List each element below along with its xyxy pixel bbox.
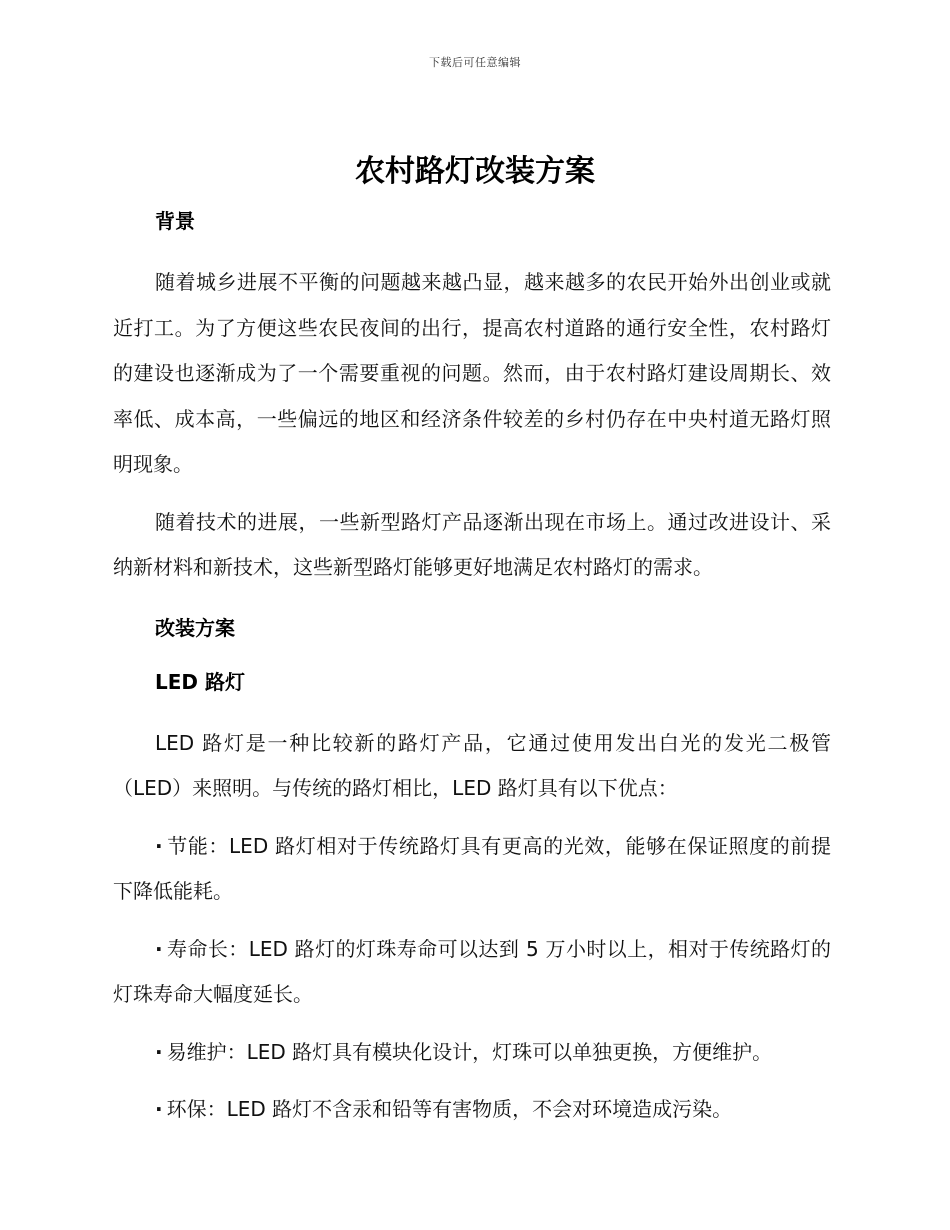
section-heading-background: 背景 — [155, 209, 195, 233]
bullet-text: 节能：LED 路灯相对于传统路灯具有更高的光效，能够在保证照度的前提下降低能耗。 — [113, 833, 831, 903]
background-paragraph-1: 随着城乡进展不平衡的问题越来越凸显，越来越多的农民开始外出创业或就近打工。为了方便这些农民夜间的出行，提高农村道路的通行安全性，农村路灯的建设也逐渐成为了一个需要重视的问题。然而，由于农村路灯建设周期长、效率低、成本高，一些偏远的地区和经济条件较差的乡村仍存在中央村道无路灯照明现象。 — [113, 270, 831, 476]
bullet-text: 环保：LED 路灯不含汞和铅等有害物质，不会对环境造成污染。 — [166, 1097, 733, 1121]
bullet-item-energy — [113, 824, 831, 915]
background-paragraph-2: 随着技术的进展，一些新型路灯产品逐渐出现在市场上。通过改进设计、采纳新材料和新技术，这些新型路灯能够更好地满足农村路灯的需求。 — [113, 509, 831, 579]
bullet-marker: · — [155, 833, 163, 858]
section-heading-plan: 改装方案 — [155, 615, 235, 640]
document-title: 农村路灯改装方案 — [355, 154, 595, 189]
bullet-item-lifespan — [113, 927, 831, 1018]
document-body — [113, 204, 831, 1133]
led-intro-paragraph: LED 路灯是一种比较新的路灯产品，它通过使用发出白光的发光二极管（LED）来照明。与传统的路灯相比，LED 路灯具有以下优点： — [113, 730, 831, 800]
page-header-note: 下载后可任意编辑 — [429, 56, 521, 69]
bullet-text: 寿命长：LED 路灯的灯珠寿命可以达到 5 万小时以上，相对于传统路灯的灯珠寿命大幅度延长。 — [113, 936, 831, 1006]
bullet-item-maintenance — [113, 1030, 831, 1076]
bullet-marker: · — [155, 1039, 163, 1064]
bullet-item-environment — [113, 1087, 831, 1133]
bullet-marker: · — [155, 936, 163, 961]
bullet-text: 易维护：LED 路灯具有模块化设计，灯珠可以单独更换，方便维护。 — [166, 1039, 773, 1064]
bullet-marker: · — [155, 1097, 163, 1121]
subheading-led: LED 路灯 — [155, 669, 245, 694]
